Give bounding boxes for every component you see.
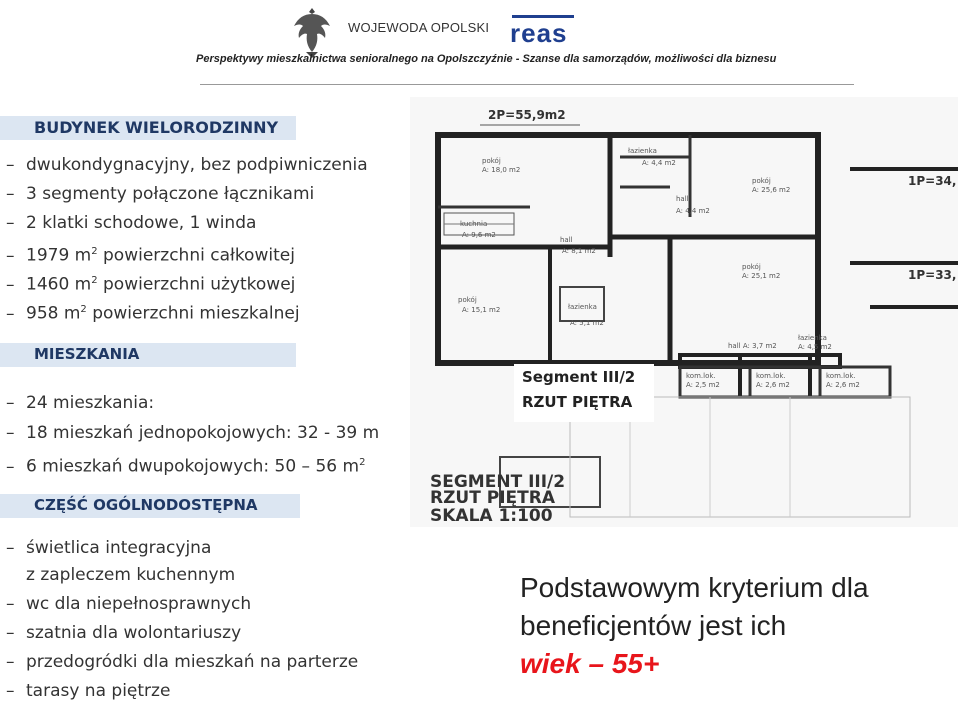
room-label: hall [560, 236, 573, 244]
room-label: hall A: 3,7 m2 [728, 342, 777, 350]
svg-text:A: 8,1 m2: A: 8,1 m2 [562, 247, 596, 255]
svg-text:A: 4,4 m2: A: 4,4 m2 [676, 207, 710, 215]
eagle-emblem-icon [290, 4, 334, 60]
room-label: kom.lok. [826, 372, 856, 380]
svg-text:A: 25,1 m2: A: 25,1 m2 [742, 272, 781, 280]
list-item: – wc dla niepełnosprawnych [6, 594, 252, 614]
plan-stamp [430, 472, 565, 526]
svg-text:A: 9,6 m2: A: 9,6 m2 [462, 231, 496, 239]
svg-text:2P=55,9m2: 2P=55,9m2 [488, 108, 566, 122]
svg-text:A: 18,0 m2: A: 18,0 m2 [482, 166, 521, 174]
room-label: kuchnia [460, 220, 488, 228]
svg-text:A: 2,5 m2: A: 2,5 m2 [686, 381, 720, 389]
list-item: – 3 segmenty połączone łącznikami [6, 184, 315, 204]
room-label: kom.lok. [686, 372, 716, 380]
list-item: – 6 mieszkań dwupokojowych: 50 – 56 $m^2$ [6, 456, 366, 477]
floor-plan-drawing [410, 97, 958, 527]
page-subtitle: Perspektywy mieszkalnictwa senioralnego na Opolszczyźnie - Szanse dla samorządów, możliwości dla biznesu [196, 53, 777, 65]
list-item: – 958 $m^2$ powierzchni mieszkalnej [6, 303, 300, 324]
section-title-apartments: MIESZKANIA [34, 345, 140, 363]
svg-text:A: 2,6 m2: A: 2,6 m2 [756, 381, 790, 389]
svg-text:1P=34,: 1P=34, [908, 174, 957, 188]
svg-text:A: 5,1 m2: A: 5,1 m2 [570, 319, 604, 327]
svg-text:SKALA 1:100: SKALA 1:100 [430, 506, 553, 526]
svg-text:A: 4,5 m2: A: 4,5 m2 [798, 343, 832, 351]
list-item: – 1979 $m^2$ powierzchni całkowitej [6, 245, 295, 266]
svg-text:SEGMENT III/2: SEGMENT III/2 [430, 472, 566, 492]
list-item: – tarasy na piętrze [6, 681, 171, 701]
room-label: łazienka [798, 334, 827, 342]
reas-logo: reas [510, 18, 568, 49]
room-label: kom.lok. [756, 372, 786, 380]
room-label: pokój [458, 296, 477, 304]
list-item: – szatnia dla wolontariuszy [6, 623, 242, 643]
room-label: pokój [482, 157, 501, 165]
criterion-line-2: beneficjentów jest ich [520, 610, 787, 641]
list-item: – 2 klatki schodowe, 1 winda [6, 213, 257, 233]
list-item: – dwukondygnacyjny, bez podpiwniczenia [6, 155, 368, 175]
room-label: hall [676, 195, 689, 203]
svg-text:A: 15,1 m2: A: 15,1 m2 [462, 306, 501, 314]
svg-text:A: 25,6 m2: A: 25,6 m2 [752, 186, 791, 194]
svg-text:RZUT PIĘTRA: RZUT PIĘTRA [430, 488, 555, 508]
room-label: pokój [742, 263, 761, 271]
plan-caption-floor: RZUT PIĘTRA [522, 393, 633, 411]
criterion-line-1: Podstawowym kryterium dla [520, 572, 869, 603]
list-item: – 24 mieszkania: [6, 393, 155, 413]
list-item: – 18 mieszkań jednopokojowych: 32 - 39 m [6, 423, 380, 443]
svg-text:A: 2,6 m2: A: 2,6 m2 [826, 381, 860, 389]
room-label: łazienka [628, 147, 657, 155]
header-divider [200, 84, 854, 85]
authority-name: WOJEWODA OPOLSKI [348, 20, 490, 35]
list-item: – 1460 $m^2$ powierzchni użytkowej [6, 274, 296, 295]
svg-text:1P=33,: 1P=33, [908, 268, 957, 282]
list-item: – przedogródki dla mieszkań na parterze [6, 652, 359, 672]
list-item: – świetlica integracyjna [6, 538, 212, 558]
list-item-continuation: z zapleczem kuchennym [26, 565, 236, 585]
section-title-common: CZĘŚĆ OGÓLNODOSTĘPNA [34, 496, 258, 514]
room-label: łazienka [568, 303, 597, 311]
room-label: pokój [752, 177, 771, 185]
section-title-building: BUDYNEK WIELORODZINNY [34, 118, 279, 137]
plan-caption-segment: Segment III/2 [522, 368, 636, 386]
svg-text:A: 4,4 m2: A: 4,4 m2 [642, 159, 676, 167]
criterion-age-highlight: wiek – 55+ [520, 648, 660, 679]
